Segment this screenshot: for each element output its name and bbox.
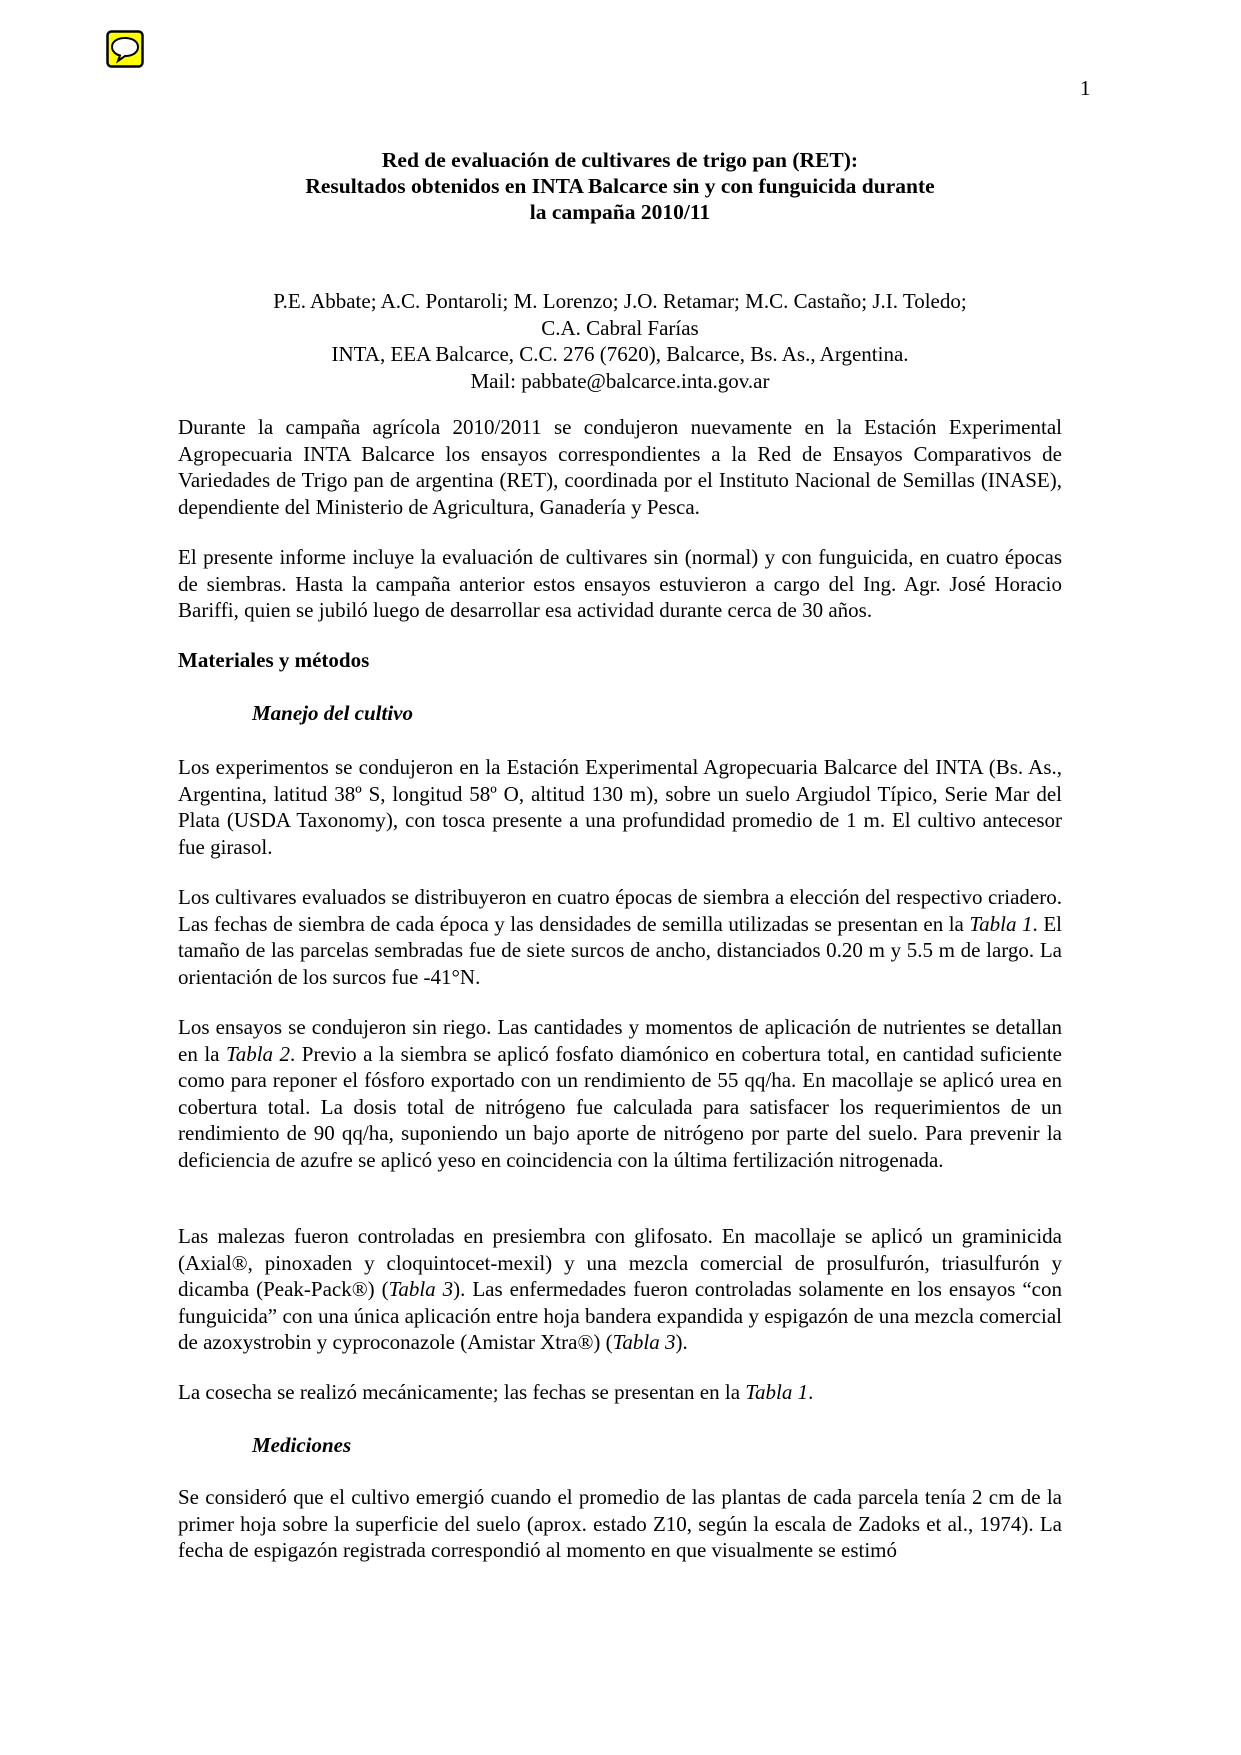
authors-block bbox=[178, 288, 1062, 394]
intro-paragraph-2: El presente informe incluye la evaluación de cultivares sin (normal) y con funguicida, en cuatro épocas de siembras. Hasta la campaña anterior estos ensayos estuvieron a cargo del Ing. Agr. José Horacio Bariffi, quien se jubiló luego de desarrollar esa actividad durante cerca de 30 años. bbox=[178, 545, 1062, 622]
contact-mail: Mail: pabbate@balcarce.inta.gov.ar bbox=[470, 368, 770, 393]
table-reference: Tabla 3 bbox=[388, 1277, 454, 1301]
table-reference: Tabla 3 bbox=[612, 1330, 676, 1354]
methods-paragraph-4: Las malezas fueron controladas en presiembra con glifosato. En macollaje se aplicó un graminicida (Axial®, pinoxaden y cloquintocet-mexil) y una mezcla comercial de prosulfurón, triasulfurón y dicamba (Peak-Pack®) (Tabla 3). Las enfermedades fueron controladas solamente en los ensayos “con funguicida” con una única aplicación entre hoja bandera expandida y espigazón de una mezcla comercial de azoxystrobin y cyproconazole (Amistar Xtra®) (Tabla 3). bbox=[178, 1224, 1062, 1354]
methods-paragraph-1: Los experimentos se condujeron en la Estación Experimental Agropecuaria Balcarce del INTA (Bs. As., Argentina, latitud 38º S, longitud 58º O, altitud 130 m), sobre un suelo Argiudol Típico, Serie Mar del Plata (USDA Taxonomy), con tosca presente a una profundidad promedio de 1 m. El cultivo antecesor fue girasol. bbox=[178, 755, 1062, 859]
table-reference: Tabla 2 bbox=[225, 1041, 291, 1066]
methods-paragraph-2: Los cultivares evaluados se distribuyeron en cuatro épocas de siembra a elección del respectivo criadero. Las fechas de siembra de cada época y las densidades de semilla utilizadas se presentan en la Tabla 1. El tamaño de las parcelas sembradas fue de siete surcos de ancho, distanciados 0.20 m y 5.5 m de largo. La orientación de los surcos fue -41°N. bbox=[178, 885, 1062, 989]
comment-bubble-icon[interactable] bbox=[106, 30, 144, 68]
title-line-1: Red de evaluación de cultivares de trigo pan (RET): bbox=[381, 148, 859, 172]
subsection-heading-measurements: Mediciones bbox=[252, 1433, 352, 1457]
intro-paragraph-1: Durante la campaña agrícola 2010/2011 se condujeron nuevamente en la Estación Experimental Agropecuaria INTA Balcarce los ensayos correspondientes a la Red de Ensayos Comparativos de Variedades de Trigo pan de argentina (RET), coordinada por el Instituto Nacional de Semillas (INASE), dependiente del Ministerio de Agricultura, Ganadería y Pesca. bbox=[178, 415, 1062, 519]
paper-title bbox=[178, 147, 1062, 225]
title-line-3: la campaña 2010/11 bbox=[529, 200, 711, 224]
authors-line-2: C.A. Cabral Farías bbox=[541, 315, 699, 340]
title-line-2: Resultados obtenidos en INTA Balcarce sin y con funguicida durante bbox=[305, 174, 935, 198]
methods-paragraph-3: Los ensayos se condujeron sin riego. Las cantidades y momentos de aplicación de nutrientes se detallan en la Tabla 2. Previo a la siembra se aplicó fosfato diamónico en cobertura total, en cantidad suficiente como para reponer el fósforo exportado con un rendimiento de 55 qq/ha. En macollaje se aplicó urea en cobertura total. La dosis total de nitrógeno fue calculada para satisfacer los requerimientos de un rendimiento de 90 qq/ha, suponiendo un bajo aporte de nitrógeno por parte del suelo. Para prevenir la deficiencia de azufre se aplicó yeso en coincidencia con la última fertilización nitrogenada. bbox=[178, 1015, 1062, 1172]
page-number: 1 bbox=[1080, 76, 1091, 100]
table-reference: Tabla 1 bbox=[969, 911, 1033, 936]
methods-paragraph-5: La cosecha se realizó mecánicamente; las fechas se presentan en la Tabla 1. bbox=[178, 1380, 814, 1404]
affiliation: INTA, EEA Balcarce, C.C. 276 (7620), Balcarce, Bs. As., Argentina. bbox=[331, 342, 909, 366]
methods-paragraph-6: Se consideró que el cultivo emergió cuando el promedio de las plantas de cada parcela tenía 2 cm de la primer hoja sobre la superficie del suelo (aprox. estado Z10, según la escala de Zadoks et al., 1974). La fecha de espigazón registrada correspondió al momento en que visualmente se estimó bbox=[178, 1485, 1062, 1562]
authors-line-1: P.E. Abbate; A.C. Pontaroli; M. Lorenzo; J.O. Retamar; M.C. Castaño; J.I. Toledo; bbox=[273, 289, 967, 313]
table-reference: Tabla 1 bbox=[745, 1380, 809, 1404]
section-heading-methods: Materiales y métodos bbox=[178, 648, 370, 672]
subsection-heading-crop: Manejo del cultivo bbox=[252, 701, 413, 725]
